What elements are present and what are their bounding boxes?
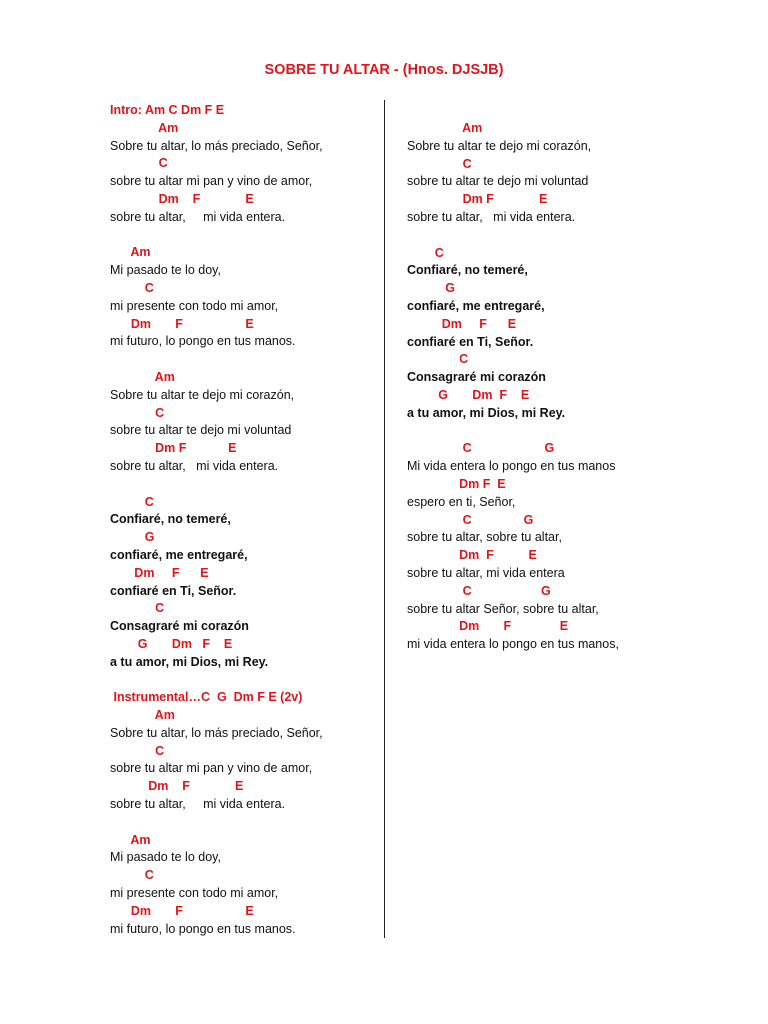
chord-line: Dm F E [407, 619, 569, 634]
lyric-line: confiaré, me entregaré, [407, 298, 545, 313]
chord-line: Dm F E [110, 316, 254, 331]
chord-line: C [110, 494, 154, 509]
lyric-line: mi futuro, lo pongo en tus manos. [110, 921, 296, 936]
chord-line: Dm F E [110, 191, 254, 206]
chord-line: C G [407, 583, 551, 598]
lyric-line: Consagraré mi corazón [407, 370, 546, 385]
chord-line: G [407, 281, 455, 296]
lyric-line: a tu amor, mi Dios, mi Rey. [407, 405, 566, 420]
chord-line: G [110, 530, 155, 545]
chord-line: Dm F E [407, 192, 548, 207]
lyric-line: mi presente con todo mi amor, [110, 298, 279, 313]
chord-line: Am [407, 121, 483, 135]
chord-line: Am [110, 369, 175, 384]
chord-line: Am [110, 120, 179, 135]
lyric-line: sobre tu altar mi pan y vino de amor, [110, 174, 313, 189]
chord-line: C [110, 743, 165, 758]
lyric-line: mi futuro, lo pongo en tus manos. [110, 334, 296, 349]
chord-line: Am [110, 708, 175, 723]
chord-line: C [407, 156, 472, 171]
chord-line: Instrumental…C G Dm F E (2v) [110, 690, 303, 705]
chord-line: C [110, 405, 165, 420]
chord-line: Dm F E [407, 548, 537, 563]
lyric-line: Sobre tu altar te dejo mi corazón, [110, 387, 295, 402]
chord-line: C G [407, 512, 534, 527]
lyric-line: confiaré en Ti, Señor. [407, 334, 534, 349]
lyric-line: Sobre tu altar, lo más preciado, Señor, [110, 138, 323, 153]
chord-line: Dm F E [110, 903, 254, 918]
chord-line: Dm F E [407, 476, 506, 491]
lyric-line: sobre tu altar te dejo mi voluntad [110, 423, 292, 438]
chord-line: Am [110, 245, 151, 260]
lyric-line: Sobre tu altar, lo más preciado, Señor, [110, 725, 323, 740]
lyric-line: Confiaré, no temeré, [110, 512, 231, 527]
chord-line: C [110, 156, 168, 171]
lyric-line: mi presente con todo mi amor, [110, 886, 279, 901]
lyric-line: Sobre tu altar te dejo mi corazón, [407, 138, 592, 153]
chord-line: Dm F E [110, 441, 237, 456]
chord-line: C [110, 280, 154, 295]
lyric-line: sobre tu altar, mi vida entera. [110, 209, 286, 224]
lyric-line: Consagraré mi corazón [110, 619, 249, 634]
lyric-line: sobre tu altar Señor, sobre tu altar, [407, 601, 599, 616]
lyric-line: sobre tu altar, mi vida entera [407, 565, 565, 580]
chord-line: Intro: Am C Dm F E [110, 103, 225, 117]
lyric-line: sobre tu altar mi pan y vino de amor, [110, 761, 313, 776]
lyric-line: Mi pasado te lo doy, [110, 263, 221, 278]
stanza-gap [110, 814, 380, 832]
stanza-gap [110, 476, 380, 494]
chord-line: Am [110, 832, 151, 847]
lyric-line: Confiaré, no temeré, [407, 263, 528, 278]
lyric-line: sobre tu altar te dejo mi voluntad [407, 174, 589, 189]
lyric-line: Mi vida entera lo pongo en tus manos [407, 459, 616, 474]
chord-line: Dm F E [110, 779, 244, 794]
lyric-line: mi vida entera lo pongo en tus manos, [407, 637, 619, 652]
column-divider [384, 100, 385, 938]
stanza-gap [110, 351, 380, 369]
song-title: SOBRE TU ALTAR - (Hnos. DJSJB) [264, 62, 504, 78]
lyric-line: a tu amor, mi Dios, mi Rey. [110, 654, 269, 669]
right-column [407, 120, 677, 654]
chord-line: C [407, 245, 444, 260]
lyric-line: sobre tu altar, mi vida entera. [110, 797, 286, 812]
left-column [110, 102, 380, 938]
chord-line: C [407, 352, 469, 367]
chord-line: C [110, 868, 154, 883]
lyric-line: sobre tu altar, sobre tu altar, [407, 530, 562, 545]
stanza-gap [407, 227, 677, 245]
lyric-line: Mi pasado te lo doy, [110, 850, 221, 865]
lyric-line: confiaré en Ti, Señor. [110, 583, 237, 598]
stanza-gap [110, 672, 380, 690]
lyric-line: sobre tu altar, mi vida entera. [110, 458, 279, 473]
chord-line: G Dm F E [110, 636, 233, 651]
stanza-gap [407, 423, 677, 441]
chord-line: C G [407, 441, 555, 456]
chord-line: Dm F E [407, 316, 517, 331]
lyric-line: sobre tu altar, mi vida entera. [407, 209, 576, 224]
lyric-line: confiaré, me entregaré, [110, 547, 248, 562]
chord-line: G Dm F E [407, 387, 530, 402]
stanza-gap [110, 227, 380, 245]
chord-line: Dm F E [110, 565, 209, 580]
lyric-line: espero en ti, Señor, [407, 494, 516, 509]
chord-line: C [110, 601, 165, 616]
